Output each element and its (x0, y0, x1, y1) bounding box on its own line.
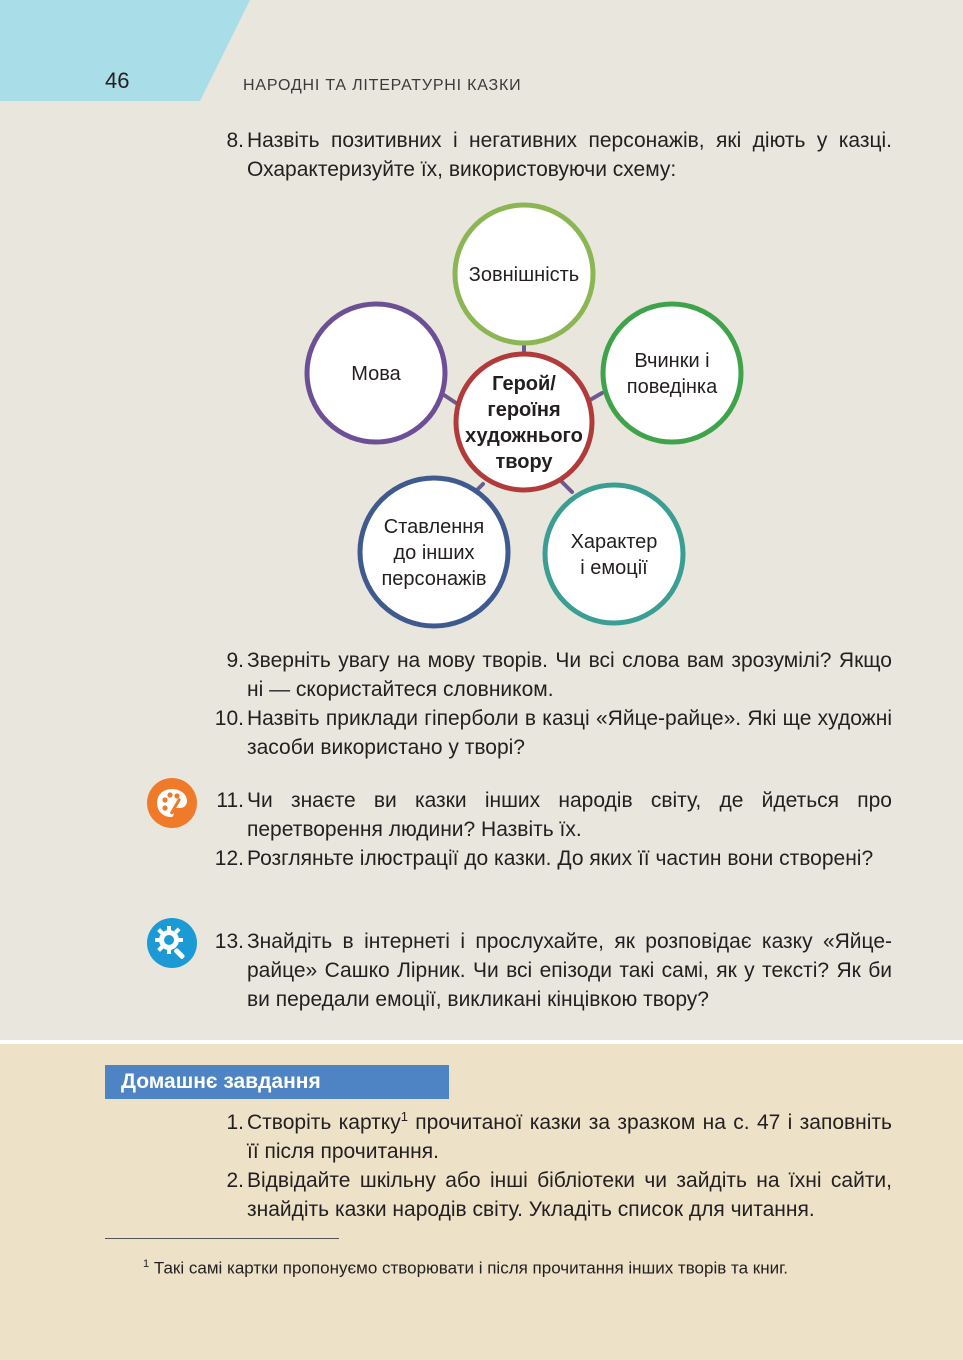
question-item (200, 786, 892, 844)
running-title: НАРОДНІ ТА ЛІТЕРАТУРНІ КАЗКИ (243, 77, 522, 94)
scheme-node-label: поведінка (626, 376, 718, 398)
center-node (456, 354, 592, 490)
question-item (200, 844, 892, 873)
question-text: Чи знаєте ви казки інших народів світу, де йдеться про перетворення людини? Назвіть їх. (247, 789, 892, 841)
connector (562, 482, 572, 492)
footnote-rule (105, 1238, 339, 1239)
question-text: Назвіть приклади гіперболи в казці «Яйце-райце». Які ще художні засоби використано у творі? (247, 707, 892, 759)
question-item (200, 126, 892, 184)
question-item (200, 704, 892, 762)
homework-item (200, 1166, 892, 1224)
scheme-node-label: Зовнішність (468, 264, 580, 286)
scheme-node-label: і емоції (580, 557, 648, 579)
center-label-line: Герой/ (492, 373, 556, 395)
homework-item (200, 1108, 892, 1166)
question-text: Назвіть позитивних і негативних персонажів, які діють у казці. Охарактеризуйте їх, використовуючи схему: (247, 129, 892, 181)
question-text: Знайдіть в інтернеті і прослухайте, як розповідає казку «Яйце-райце» Сашко Лірник. Чи всі епізоди такі самі, як у тексті? Як би ви передали емоції, викликані кінцівкою твору? (247, 930, 892, 1011)
center-label-line: героїня (487, 399, 561, 421)
center-label-line: твору (495, 451, 553, 473)
question-number: 10. (214, 707, 244, 730)
scheme-node (545, 485, 683, 623)
scheme-node-label: персонажів (381, 568, 487, 590)
scheme-node-label: Ставлення (383, 516, 485, 538)
footnote-reference: 1 (400, 1109, 408, 1124)
scheme-node (307, 304, 445, 442)
scheme-node (603, 304, 741, 442)
homework-number: 1. (226, 1111, 244, 1134)
homework-text-part: прочитаної казки за зразком на с. 47 і заповніть її після прочитання. (247, 1111, 892, 1163)
center-label-line: художнього (465, 425, 583, 447)
scheme-node-circle (603, 304, 741, 442)
scheme-node (360, 478, 508, 626)
question-number: 9. (226, 649, 244, 672)
gear-search-icon (147, 918, 197, 968)
question-number: 11. (216, 789, 244, 812)
scheme-node (455, 205, 593, 343)
footnote-text: Такі самі картки пропонуємо створювати і після прочитання інших творів та книг. (153, 1258, 788, 1278)
palette-icon (147, 778, 197, 828)
homework-number: 2. (226, 1169, 244, 1192)
connector (590, 393, 602, 400)
question-text: Зверніть увагу на мову творів. Чи всі слова вам зрозумілі? Якщо ні — скористайтеся словником. (247, 649, 892, 701)
scheme-node-label: до інших (393, 542, 475, 564)
scheme-node-circle (545, 485, 683, 623)
footnote-mark: 1 (143, 1258, 150, 1270)
question-item (200, 927, 892, 1014)
question-item (200, 646, 892, 704)
scheme-node-label: Мова (351, 363, 401, 385)
hero-scheme-diagram (290, 195, 770, 635)
question-text: Розгляньте ілюстрації до казки. До яких її частин вони створені? (247, 847, 874, 870)
scheme-node-label: Вчинки і (634, 350, 710, 372)
footnote (143, 1258, 788, 1279)
homework-text-part: Створіть картку (247, 1111, 401, 1134)
homework-text: Відвідайте шкільну або інші бібліотеки чи зайдіть на їхні сайти, знайдіть казки народів світу. Укладіть список для читання. (247, 1169, 892, 1221)
question-number: 12. (214, 847, 244, 870)
homework-text (247, 1108, 892, 1166)
question-number: 13. (214, 930, 244, 953)
connector (444, 395, 456, 403)
scheme-node-label: Характер (570, 531, 658, 553)
page-number: 46 (105, 68, 130, 93)
question-number: 8. (226, 129, 244, 152)
homework-title: Домашнє завдання (105, 1065, 449, 1099)
